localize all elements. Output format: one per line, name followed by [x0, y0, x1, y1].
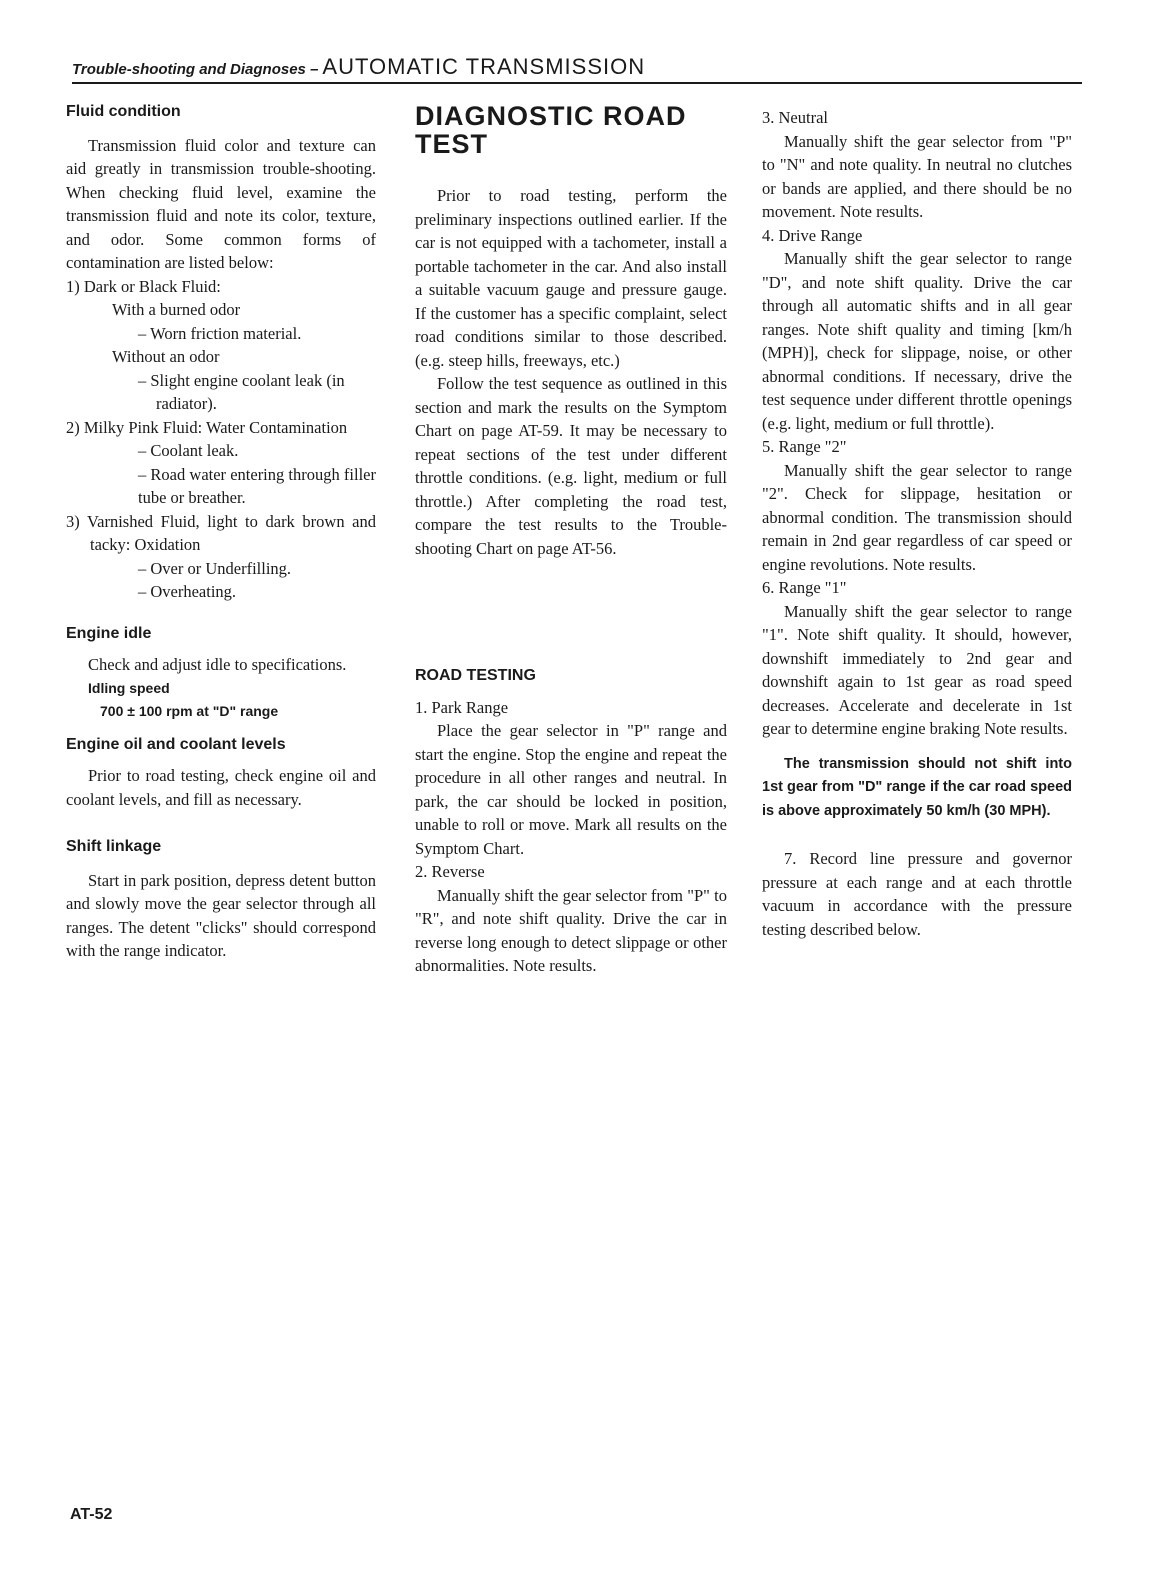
column-right: [762, 106, 1072, 941]
fluid-item-1: 1) Dark or Black Fluid:: [66, 276, 221, 296]
road-test-intro: Prior to road testing, perform the preliminary inspections outlined earlier. If the car is not equipped with a tachometer, install a portable tachometer in the car. And also install a suitable vacuum gauge and pressure gauge. If the customer has a specific complaint, select road conditions similar to those described. (e.g. steep hills, freeways, etc.): [415, 186, 727, 370]
step-1-title: 1. Park Range: [415, 697, 509, 717]
speed-warning-note: The transmission should not shift into 1st gear from "D" range if the car road speed is above approximately 50 km/h (30 MPH).: [762, 755, 1072, 819]
engine-idle-text: Check and adjust idle to specifications.: [88, 655, 347, 674]
oil-coolant-heading: Engine oil and coolant levels: [66, 735, 286, 753]
step-4-text: Manually shift the gear selector to range "D", and note shift quality. Drive the car through all automatic shifts and in all gear ranges. Note shift quality and timing [km/h (MPH)], check for slippage, noise, or other abnormal conditions. If necessary, drive the test sequence under different throttle openings (e.g. light, medium or full throttle).: [762, 249, 1072, 433]
shift-linkage-text: Start in park position, depress detent button and slowly move the gear selector through all ranges. The detent "clicks" should correspond with the range indicator.: [66, 870, 376, 960]
step-1-text: Place the gear selector in "P" range and start the engine. Stop the engine and repeat the procedure in all other ranges and neutral. In park, the car should be locked in position, unable to roll or move. Mark all results on the Symptom Chart.: [415, 721, 727, 858]
idle-spec-value: 700 ± 100 rpm at "D" range: [100, 702, 279, 719]
step-3-text: Manually shift the gear selector from "P" to "N" and note quality. In neutral no clutches or bands are applied, and there should be no movement. Note results.: [762, 131, 1072, 221]
fluid-item-1-sub-1-a: – Worn friction material.: [138, 323, 302, 343]
fluid-item-3-a: – Over or Underfilling.: [138, 558, 292, 578]
road-testing-heading: ROAD TESTING: [415, 667, 536, 684]
column-middle: [415, 100, 727, 978]
fluid-item-2-b: – Road water entering through filler tube or breather.: [138, 464, 376, 507]
step-5-title: 5. Range "2": [762, 437, 847, 456]
step-4-title: 4. Drive Range: [762, 225, 863, 245]
idle-spec-label: Idling speed: [88, 679, 170, 696]
section-title: Trouble-shooting and Diagnoses –: [72, 61, 319, 78]
chapter-title: AUTOMATIC TRANSMISSION: [322, 54, 646, 79]
column-left: [66, 100, 376, 963]
step-3-title: 3. Neutral: [762, 108, 828, 127]
engine-idle-heading: Engine idle: [66, 624, 152, 642]
step-6-title: 6. Range "1": [762, 578, 847, 597]
fluid-item-3: 3) Varnished Fluid, light to dark brown and tacky: Oxidation: [66, 511, 376, 554]
step-2-title: 2. Reverse: [415, 862, 485, 881]
fluid-item-1-sub-1: With a burned odor: [112, 300, 241, 319]
shift-linkage-heading: Shift linkage: [66, 838, 162, 855]
fluid-item-3-b: – Overheating.: [138, 582, 237, 601]
running-header: [72, 54, 1082, 84]
diagnostic-road-test-title: DIAGNOSTIC ROAD TEST: [415, 101, 687, 159]
step-7-text: 7. Record line pressure and governor pressure at each range and at each throttle vacuum in accordance with the pressure testing described below.: [762, 849, 1072, 939]
step-5-text: Manually shift the gear selector to range "2". Check for slippage, hesitation or abnormal condition. The transmission should remain in 2nd gear regardless of car speed or engine revolutions. Note results.: [762, 460, 1072, 574]
fluid-condition-heading: Fluid condition: [66, 103, 181, 120]
fluid-intro: Transmission fluid color and texture can aid greatly in transmission trouble-shooting. When checking fluid level, examine the transmission fluid and note its color, texture, and odor. Some common forms of contamination are listed below:: [66, 135, 376, 272]
fluid-item-1-sub-2: Without an odor: [112, 347, 220, 366]
fluid-item-1-sub-2-a: – Slight engine coolant leak (in radiator).: [138, 370, 345, 413]
step-2-text: Manually shift the gear selector from "P" to "R", and note shift quality. Drive the car in reverse long enough to detect slippage or other abnormalities. Note results.: [415, 885, 727, 975]
page-number: AT-52: [70, 1506, 113, 1523]
fluid-item-2-a: – Coolant leak.: [138, 441, 239, 460]
step-6-text: Manually shift the gear selector to range "1". Note shift quality. It should, however, downshift immediately to 2nd gear and downshift again to 1st gear as road speed decreases. Accelerate and decelerate in 1st gear to determine engine braking Note results.: [762, 601, 1072, 738]
oil-coolant-text: Prior to road testing, check engine oil and coolant levels, and fill as necessary.: [66, 766, 376, 809]
road-test-sequence: Follow the test sequence as outlined in this section and mark the results on the Symptom Chart on page AT-59. It may be necessary to repeat sections of the test under different throttle conditions. (e.g. light, medium or full throttle.) After completing the road test, compare the test results to the Trouble-shooting Chart on page AT-56.: [415, 374, 727, 558]
fluid-item-2: 2) Milky Pink Fluid: Water Contamination: [66, 417, 348, 437]
